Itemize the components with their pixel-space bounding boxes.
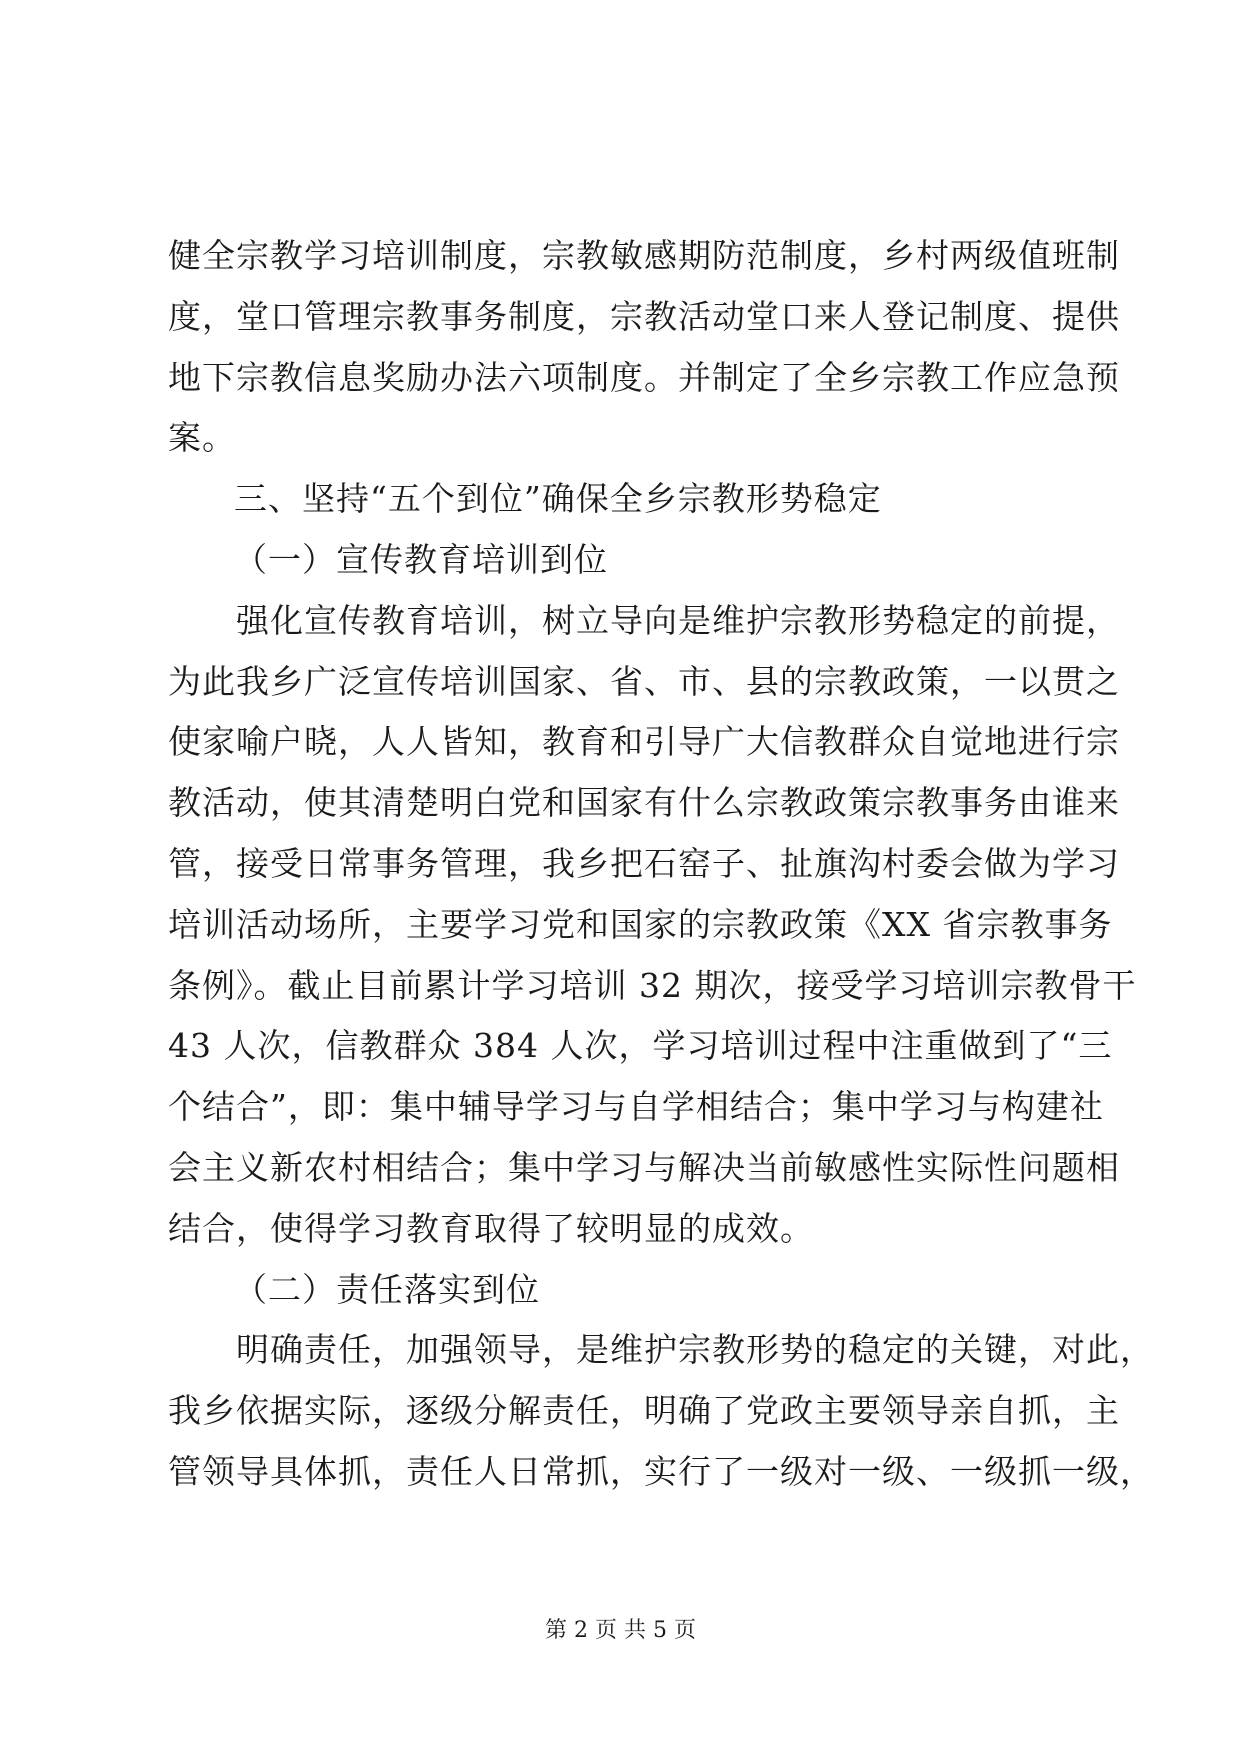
body-line: 教活动，使其清楚明白党和国家有什么宗教政策宗教事务由谁来 <box>168 783 1120 823</box>
body-line: 度，堂口管理宗教事务制度，宗教活动堂口来人登记制度、提供 <box>168 296 1120 336</box>
body-line: 案。 <box>168 418 236 458</box>
subsection-heading: （二）责任落实到位 <box>234 1269 540 1309</box>
body-line: 会主义新农村相结合；集中学习与解决当前敏感性实际性问题相 <box>168 1147 1120 1187</box>
body-line: 我乡依据实际，逐级分解责任，明确了党政主要领导亲自抓，主 <box>168 1391 1120 1431</box>
body-line: 管，接受日常事务管理，我乡把石窑子、扯旗沟村委会做为学习 <box>168 843 1120 883</box>
body-line: 健全宗教学习培训制度，宗教敏感期防范制度，乡村两级值班制 <box>168 236 1120 275</box>
subsection-heading: （一）宣传教育培训到位 <box>234 539 608 579</box>
page-number-footer: 第 2 页 共 5 页 <box>545 1618 696 1643</box>
body-line: 结合，使得学习教育取得了较明显的成效。 <box>168 1208 814 1248</box>
body-line: 个结合”，即：集中辅导学习与自学相结合；集中学习与构建社 <box>168 1087 1104 1127</box>
section-heading: 三、坚持“五个到位”确保全乡宗教形势稳定 <box>234 479 882 519</box>
document-body <box>168 226 1154 1503</box>
body-line: 地下宗教信息奖励办法六项制度。并制定了全乡宗教工作应急预 <box>168 357 1120 397</box>
body-line: 培训活动场所，主要学习党和国家的宗教政策《XX 省宗教事务 <box>168 904 1113 944</box>
body-line: 强化宣传教育培训，树立导向是维护宗教形势稳定的前提， <box>168 600 1120 640</box>
body-line: 明确责任，加强领导，是维护宗教形势的稳定的关键，对此， <box>168 1330 1154 1370</box>
body-line: 管领导具体抓，责任人日常抓，实行了一级对一级、一级抓一级， <box>168 1451 1154 1491</box>
body-line: 条例》。截止目前累计学习培训 32 期次，接受学习培训宗教骨干 <box>168 965 1137 1005</box>
body-line: 使家喻户晓，人人皆知，教育和引导广大信教群众自觉地进行宗 <box>168 722 1120 762</box>
body-line: 为此我乡广泛宣传培训国家、省、市、县的宗教政策，一以贯之 <box>168 661 1120 701</box>
body-line: 43 人次，信教群众 384 人次，学习培训过程中注重做到了“三 <box>168 1026 1113 1066</box>
